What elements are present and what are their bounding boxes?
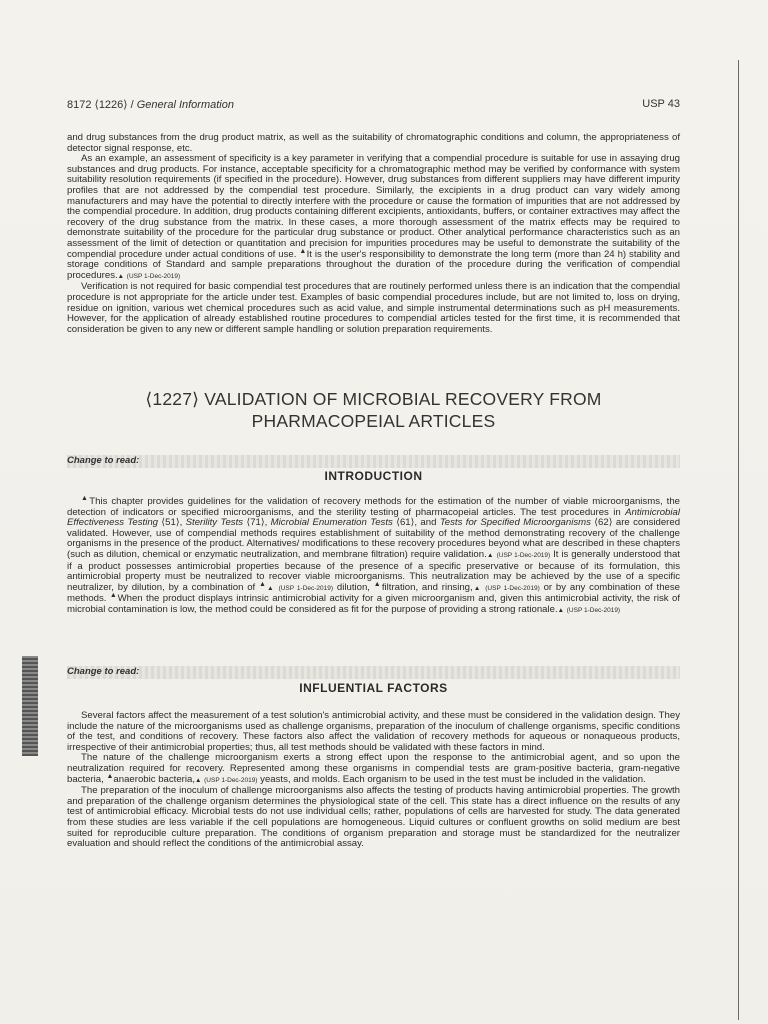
- paragraph: The preparation of the inoculum of challenge microorganisms also affects the testing of products having antimicrobial properties. The growth and preparation of the challenge organism determines the physiological state of the cell. This state has a direct influence on the results of any test of antimicrobial efficacy. Microbial tests do not use individual cells; rather, populations of cells are harvested for study. The data generated from these studies are less variable if the cell populations are homogeneous. Liquid cultures or confluent growths on solid medium are best suited for reproducible culture preparation. The conditions of organism preparation and storage must be standardized for the neutralizer evaluation and should reflect the conditions of the antimicrobial assay.: [67, 785, 680, 850]
- paragraph: and drug substances from the drug product matrix, as well as the suitability of chromatographic conditions and column, the appropriateness of detector signal response, etc.: [67, 132, 680, 154]
- change-bar: [67, 455, 680, 468]
- revision-tag: (USP 1-Dec-2019): [126, 272, 181, 280]
- running-header: [67, 98, 680, 114]
- change-bar: [67, 666, 680, 679]
- paragraph: Verification is not required for basic compendial test procedures that are routinely performed unless there is an indication that the compendial procedure is not appropriate for the article under test. Examples of basic compendial procedures include, but are not limited to, loss on drying, residue on ignition, various wet chemical procedures such as acid value, and simple instrumental determinations such as pH measurements. However, for the application of already established routine procedures to compendial articles tested for the first time, it is recommended that consideration be given to any new or different sample handling or solution preparation requirements.: [67, 281, 680, 335]
- paragraph: ▲This chapter provides guidelines for the validation of recovery methods for the estimation of the number of viable microorganisms, the detection of indicators or specified microorganisms, and the sterility testing of pharmacopeial articles. The test procedures in Antimicrobial Effectiveness Testing ⟨51⟩, Sterility Tests ⟨71⟩, Microbial Enumeration Tests ⟨61⟩, and Tests for Specified Microorganisms ⟨62⟩ are considered validated. However, use of compendial methods requires establishment of suitability of the method demonstrating recovery of the challenge organisms in the presence of the product. Alternatives/ modifications to these recovery procedures beyond what are described in these chapters (such as dilution, chemical or enzymatic neutralization, and membrane filtration) require validation.▲ (USP 1-Dec-2019) It is generally understood that if a product possesses antimicrobial properties because of the presence of a specific preservative or because of its formulation, this antimicrobial property must be neutralized to recover viable microorganisms. This neutralization may be achieved by the use of a specific neutralizer, by dilution, by a combination of ▲▲ (USP 1-Dec-2019) dilution, ▲filtration, and rinsing,▲ (USP 1-Dec-2019) or by any combination of these methods. ▲When the product displays intrinsic antimicrobial activity for a given microorganism and, given this antimicrobial activity, the risk of microbial contamination is low, the method could be considered as fit for the purpose of providing a strong rationale.▲ (USP 1-Dec-2019): [67, 494, 681, 615]
- continued-section: [67, 133, 680, 335]
- revision-mark: ▲: [299, 247, 307, 255]
- header-left: 8172 ⟨1226⟩ / General Information: [67, 99, 234, 111]
- introduction-body: [67, 494, 681, 617]
- change-label: Change to read:: [67, 455, 140, 466]
- section-heading: INFLUENTIAL FACTORS: [299, 681, 448, 695]
- scan-artifact: [22, 656, 38, 756]
- chapter-title: ⟨1227⟩ VALIDATION OF MICROBIAL RECOVERY FROM PHARMACOPEIAL ARTICLES: [145, 389, 602, 431]
- scan-edge-line: [738, 60, 739, 1020]
- revision-mark: ▲: [117, 272, 125, 280]
- change-label: Change to read:: [67, 666, 140, 677]
- header-right: USP 43: [642, 98, 680, 110]
- paragraph: The nature of the challenge microorganism exerts a strong effect upon the response to the antimicrobial agent, and so upon the neutralization required for recovery. Represented among these organisms in compendial tests are gram-positive bacteria, gram-negative bacteria, ▲anaerobic bacteria,▲ (USP 1-Dec-2019) yeasts, and molds. Each organism to be used in the test must be included in the validation.: [67, 752, 680, 785]
- paragraph: Several factors affect the measurement of a test solution's antimicrobial activity, and these must be considered in the validation design. They include the nature of the microorganisms used as challenge organisms, preparation of the inoculum of challenge organisms, specific conditions of the test, and conditions of recovery. These factors also affect the validation of recovery methods for aqueous or nonaqueous products, irrespective of their antimicrobial properties; thus, all test methods should be validated with these factors in mind.: [67, 710, 680, 753]
- section-heading: INTRODUCTION: [324, 469, 423, 483]
- influential-body: [67, 711, 680, 850]
- paragraph: As an example, an assessment of specificity is a key parameter in verifying that a compendial procedure is suitable for use in assaying drug substances and drug products. For instance, acceptable specificity for a chromatographic method may be verified by conformance with system suitability resolution requirements (if specified in the procedure). However, drug substances from different suppliers may have different impurity profiles that are not addressed by the compendial test procedure. Similarly, the excipients in a drug product can vary widely among manufacturers and may have the potential to directly interfere with the procedure or cause the formation of impurities that are not addressed by the compendial procedure. In addition, drug products containing different excipients, antioxidants, buffers, or container extractives may affect the recovery of the drug substance from the matrix. In these cases, a more thorough assessment of the matrix effects may be required to demonstrate suitability of the procedure for the particular drug substance or product. Other analytical performance characteristics such as an assessment of the limit of detection or quantitation and precision for impurities procedures may be useful to demonstrate the suitability of the compendial procedure under actual conditions of use. ▲It is the user's responsibility to demonstrate the long term (more than 24 h) stability and storage conditions of Standard and sample preparations throughout the duration of the procedure during the verification of compendial procedures.▲ (USP 1-Dec-2019): [67, 153, 680, 281]
